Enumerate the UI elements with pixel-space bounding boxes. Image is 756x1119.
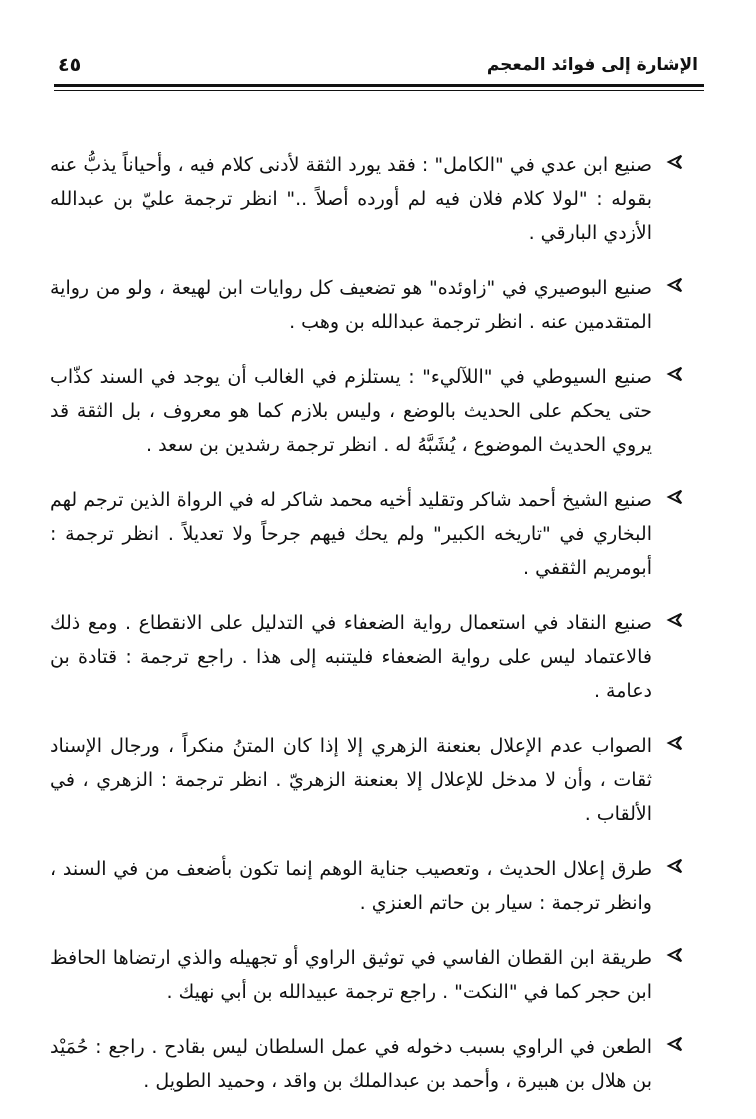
entry-text: صنيع الشيخ أحمد شاكر وتقليد أخيه محمد شاكر له في الرواة الذين ترجم لهم البخاري في "تاريخه الكبير" ولم يحك فيهم جرحاً ولا تعديلاً . انظر ترجمة : أبومريم الثقفي . [50, 489, 652, 579]
list-item [50, 148, 688, 250]
arrowhead-bullet-icon [662, 360, 688, 462]
arrowhead-bullet-icon [662, 852, 688, 920]
entry-text: الطعن في الراوي بسبب دخوله في عمل السلطان ليس بقادح . راجع : حُمَيْد بن هلال بن هبيرة ، وأحمد بن عبدالملك بن واقد ، وحميد الطويل . [50, 1036, 652, 1092]
entry-text: الصواب عدم الإعلال بعنعنة الزهري إلا إذا كان المتنُ منكراً ، ورجال الإسناد ثقات ، وأن لا مدخل للإعلال إلا بعنعنة الزهريّ . انظر ترجمة : الزهري ، في الألقاب . [50, 735, 652, 825]
list-item [50, 852, 688, 920]
arrowhead-bullet-icon [662, 1030, 688, 1098]
arrowhead-bullet-icon [662, 271, 688, 339]
list-item [50, 729, 688, 831]
entry-text: صنيع السيوطي في "اللآليء" : يستلزم في الغالب أن يوجد في السند كذّاب حتى يحكم على الحديث بالوضع ، وليس بلازم كما هو معروف ، بل الثقة قد يروي الحديث الموضوع ، يُشَبَّهُ له . انظر ترجمة رشدين بن سعد . [50, 366, 652, 456]
list-item [50, 271, 688, 339]
header-rule-thin [54, 90, 704, 91]
list-item [50, 941, 688, 1009]
running-title: الإشارة إلى فوائد المعجم [486, 55, 698, 75]
page-number: ٤٥ [58, 54, 82, 76]
entry-text: صنيع البوصيري في "زاوئده" هو تضعيف كل روايات ابن لهيعة ، ولو من رواية المتقدمين عنه . انظر ترجمة عبدالله بن وهب . [50, 277, 652, 333]
page-header [58, 48, 698, 82]
entry-list [50, 148, 688, 1119]
list-item [50, 483, 688, 585]
entry-text: طرق إعلال الحديث ، وتعصيب جناية الوهم إنما تكون بأضعف من في السند ، وانظر ترجمة : سيار بن حاتم العنزي . [50, 858, 652, 914]
list-item [50, 360, 688, 462]
list-item [50, 1030, 688, 1098]
header-rule-thick [54, 84, 704, 87]
entry-text: صنيع النقاد في استعمال رواية الضعفاء في التدليل على الانقطاع . ومع ذلك فالاعتماد ليس على رواية الضعفاء فليتنبه إلى هذا . راجع ترجمة : قتادة بن دعامة . [50, 612, 652, 702]
entry-text: صنيع ابن عدي في "الكامل" : فقد يورد الثقة لأدنى كلام فيه ، وأحياناً يذبُّ عنه بقوله : "لولا كلام فلان فيه لم أورده أصلاً .." انظر ترجمة عليّ بن عبدالله الأزدي البارقي . [50, 154, 652, 244]
arrowhead-bullet-icon [662, 729, 688, 831]
arrowhead-bullet-icon [662, 941, 688, 1009]
arrowhead-bullet-icon [662, 606, 688, 708]
arrowhead-bullet-icon [662, 483, 688, 585]
list-item [50, 606, 688, 708]
arrowhead-bullet-icon [662, 148, 688, 250]
entry-text: طريقة ابن القطان الفاسي في توثيق الراوي أو تجهيله والذي ارتضاها الحافظ ابن حجر كما في "النكت" . راجع ترجمة عبيدالله بن أبي نهيك . [50, 947, 652, 1003]
